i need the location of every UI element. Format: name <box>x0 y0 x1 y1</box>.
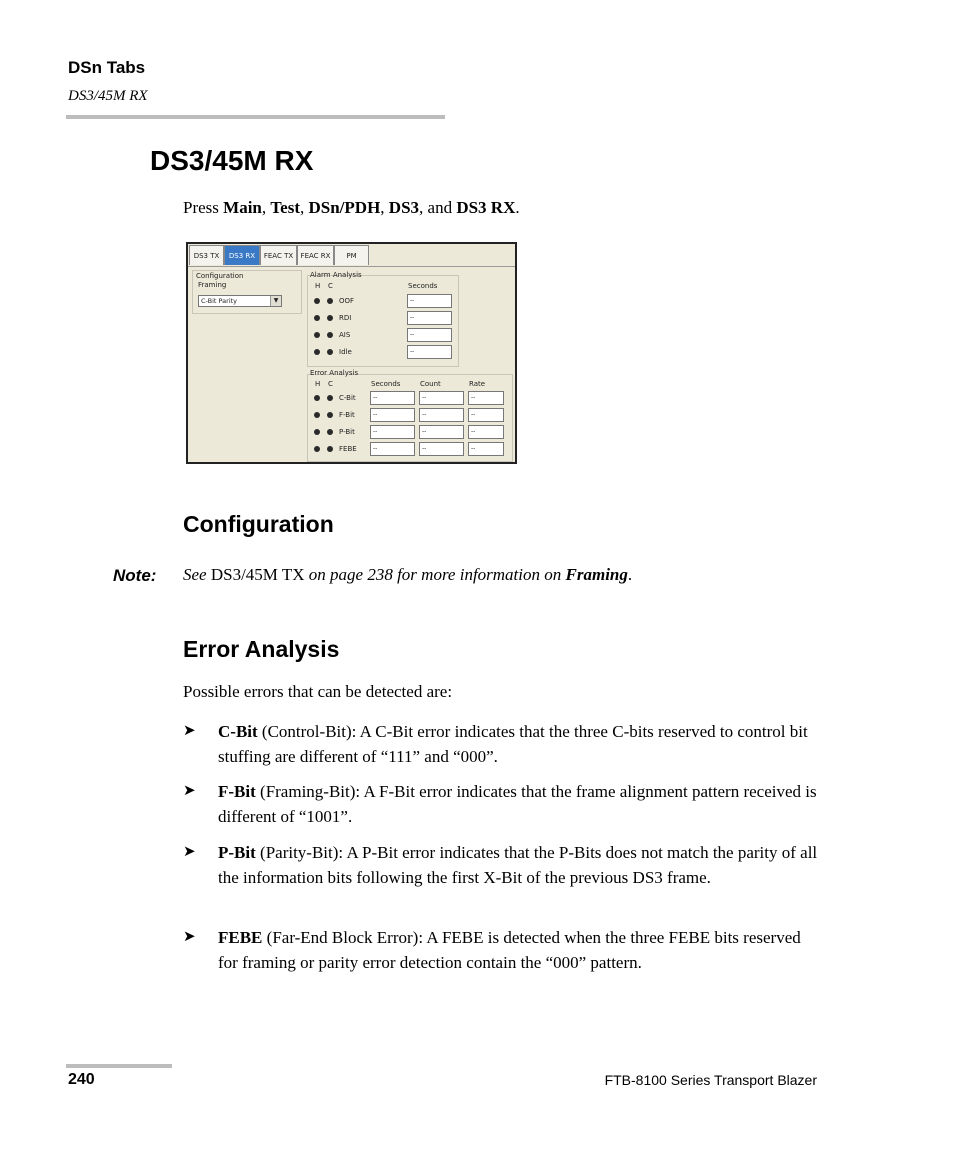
arrow-bullet-icon: ➤ <box>183 929 196 945</box>
error-cbit-history-led <box>314 395 320 401</box>
alarm-c-header: C <box>328 282 333 290</box>
alarm-oof-current-led <box>327 298 333 304</box>
error-cbit-current-led <box>327 395 333 401</box>
framing-value: C-Bit Parity <box>201 297 238 305</box>
alarm-h-header: H <box>315 282 321 290</box>
error-seconds-header: Seconds <box>371 380 401 388</box>
arrow-bullet-icon: ➤ <box>183 723 196 739</box>
error-cbit-seconds: -- <box>370 391 415 405</box>
instruction-text: Press Main, Test, DSn/PDH, DS3, and DS3 RX. <box>183 198 520 217</box>
alarm-idle-current-led <box>327 349 333 355</box>
error-fbit-history-led <box>314 412 320 418</box>
arrow-bullet-icon: ➤ <box>183 783 196 799</box>
footer-rule <box>66 1064 172 1068</box>
alarm-rdi-history-led <box>314 315 320 321</box>
page-number: 240 <box>68 1071 95 1088</box>
note-text: See DS3/45M TX on page 238 for more information on Framing. <box>183 565 633 584</box>
tab-feac-rx[interactable]: FEAC RX <box>297 245 334 265</box>
alarm-analysis-label: Alarm Analysis <box>310 271 362 279</box>
running-header-subsection: DS3/45M RX <box>68 88 148 104</box>
alarm-seconds-header: Seconds <box>408 282 438 290</box>
page-title: DS3/45M RX <box>150 145 314 176</box>
bullet-fbit: ➤ F-Bit (Framing-Bit): A F-Bit error indicates that the frame alignment pattern received is different of “1001”. <box>183 779 823 829</box>
error-febe-history-led <box>314 446 320 452</box>
running-header-section: DSn Tabs <box>68 58 146 77</box>
error-febe-count: -- <box>419 442 464 456</box>
alarm-oof-seconds: -- <box>407 294 452 308</box>
alarm-rdi-seconds: -- <box>407 311 452 325</box>
configuration-heading: Configuration <box>183 511 334 537</box>
alarm-idle-history-led <box>314 349 320 355</box>
error-cbit-count: -- <box>419 391 464 405</box>
footer-product-name: FTB-8100 Series Transport Blazer <box>604 1072 817 1088</box>
alarm-oof-label: OOF <box>339 297 355 305</box>
header-rule <box>66 115 445 119</box>
tab-pm[interactable]: PM <box>334 245 369 265</box>
ds3-rx-screenshot <box>186 242 517 464</box>
tab-ds3-rx[interactable]: DS3 RX <box>224 245 260 265</box>
configuration-group-label: Configuration <box>196 272 244 280</box>
note-label: Note: <box>113 566 157 585</box>
error-cbit-rate: -- <box>468 391 504 405</box>
error-febe-rate: -- <box>468 442 504 456</box>
alarm-ais-label: AIS <box>339 331 351 339</box>
error-febe-label: FEBE <box>339 445 357 453</box>
error-febe-seconds: -- <box>370 442 415 456</box>
tab-bar <box>188 244 515 267</box>
error-pbit-label: P-Bit <box>339 428 355 436</box>
error-pbit-seconds: -- <box>370 425 415 439</box>
arrow-bullet-icon: ➤ <box>183 844 196 860</box>
tab-feac-tx[interactable]: FEAC TX <box>260 245 297 265</box>
error-pbit-current-led <box>327 429 333 435</box>
alarm-rdi-current-led <box>327 315 333 321</box>
framing-label: Framing <box>198 281 227 289</box>
error-fbit-current-led <box>327 412 333 418</box>
error-rate-header: Rate <box>469 380 486 388</box>
error-pbit-rate: -- <box>468 425 504 439</box>
alarm-rdi-label: RDI <box>339 314 352 322</box>
alarm-ais-seconds: -- <box>407 328 452 342</box>
error-cbit-label: C-Bit <box>339 394 356 402</box>
alarm-oof-history-led <box>314 298 320 304</box>
error-count-header: Count <box>420 380 441 388</box>
alarm-ais-current-led <box>327 332 333 338</box>
error-analysis-heading: Error Analysis <box>183 636 340 662</box>
error-analysis-intro: Possible errors that can be detected are: <box>183 682 453 701</box>
alarm-idle-seconds: -- <box>407 345 452 359</box>
chevron-down-icon[interactable]: ▼ <box>270 296 281 306</box>
framing-select[interactable] <box>198 295 282 307</box>
error-fbit-rate: -- <box>468 408 504 422</box>
bullet-cbit: ➤ C-Bit (Control-Bit): A C-Bit error indicates that the three C-bits reserved to control bit stuffing are different of “111” and “000”. <box>183 719 823 769</box>
bullet-febe: ➤ FEBE (Far-End Block Error): A FEBE is detected when the three FEBE bits reserved for framing or parity error detection contain the “000” pattern. <box>183 925 823 975</box>
error-fbit-label: F-Bit <box>339 411 355 419</box>
error-pbit-count: -- <box>419 425 464 439</box>
error-fbit-seconds: -- <box>370 408 415 422</box>
bullet-pbit: ➤ P-Bit (Parity-Bit): A P-Bit error indicates that the P-Bits does not match the parity of all the information bits following the first X-Bit of the previous DS3 frame. <box>183 840 823 890</box>
error-h-header: H <box>315 380 321 388</box>
alarm-idle-label: Idle <box>339 348 352 356</box>
alarm-ais-history-led <box>314 332 320 338</box>
error-pbit-history-led <box>314 429 320 435</box>
error-c-header: C <box>328 380 333 388</box>
error-febe-current-led <box>327 446 333 452</box>
error-analysis-label: Error Analysis <box>310 369 359 377</box>
note-cross-reference-link[interactable]: DS3/45M TX <box>210 565 305 584</box>
error-fbit-count: -- <box>419 408 464 422</box>
tab-ds3-tx[interactable]: DS3 TX <box>189 245 224 265</box>
